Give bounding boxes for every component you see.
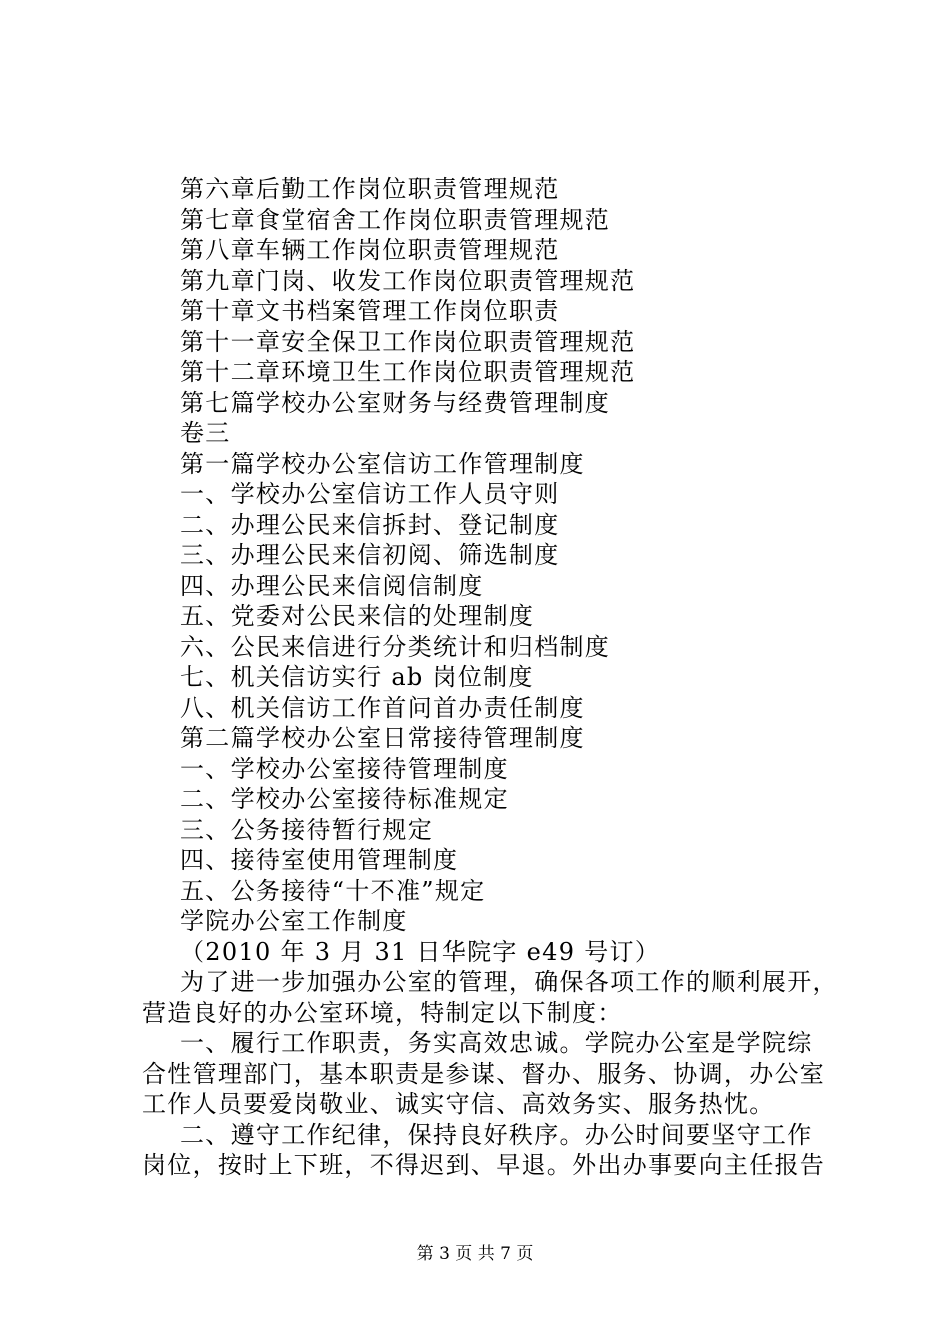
text-line: 第七章食堂宿舍工作岗位职责管理规范: [180, 205, 611, 234]
text-line: 五、公务接待“十不准”规定: [180, 876, 486, 905]
issuance-note: （2010 年 3 月 31 日华院字 e49 号订）: [180, 937, 661, 966]
volume-heading: 卷三: [180, 419, 231, 447]
text-line: 八、机关信访工作首问首办责任制度: [180, 693, 585, 722]
section-title: 学院办公室工作制度: [180, 907, 408, 935]
text-line: 二、学校办公室接待标准规定: [180, 785, 509, 813]
paragraph-line: 工作人员要爱岗敬业、诚实守信、高效务实、服务热忱。: [142, 1090, 775, 1118]
text-line: 三、办理公民来信初阅、筛选制度: [180, 541, 560, 569]
text-line: 七、机关信访实行 ab 岗位制度: [180, 663, 534, 691]
text-line: 第十二章环境卫生工作岗位职责管理规范: [180, 358, 636, 386]
paragraph-line: 合性管理部门，基本职责是参谋、督办、服务、协调，办公室: [142, 1059, 826, 1088]
text-line: 第十一章安全保卫工作岗位职责管理规范: [180, 327, 636, 356]
paragraph-line: 岗位，按时上下班，不得迟到、早退。外出办事要向主任报告: [142, 1151, 826, 1179]
text-line: 第七篇学校办公室财务与经费管理制度: [180, 388, 611, 417]
text-line: 第九章门岗、收发工作岗位职责管理规范: [180, 266, 636, 295]
text-line: 五、党委对公民来信的处理制度: [180, 602, 535, 630]
text-line: 六、公民来信进行分类统计和归档制度: [180, 632, 611, 661]
text-line: 第六章后勤工作岗位职责管理规范: [180, 175, 560, 203]
text-line: 四、办理公民来信阅信制度: [180, 571, 484, 600]
text-line: 二、办理公民来信拆封、登记制度: [180, 510, 560, 539]
text-line: 第二篇学校办公室日常接待管理制度: [180, 724, 585, 752]
text-line: 第一篇学校办公室信访工作管理制度: [180, 449, 585, 478]
text-line: 一、学校办公室接待管理制度: [180, 754, 509, 783]
page-footer: 第 3 页 共 7 页: [416, 1244, 534, 1264]
document-body: [142, 174, 842, 1181]
text-line: 四、接待室使用管理制度: [180, 846, 459, 874]
text-line: 一、学校办公室信访工作人员守则: [180, 480, 560, 508]
paragraph-line: 营造良好的办公室环境，特制定以下制度：: [142, 998, 623, 1027]
paragraph-line: 为了进一步加强办公室的管理，确保各项工作的顺利展开，: [180, 968, 838, 996]
paragraph-line: 二、遵守工作纪律，保持良好秩序。办公时间要坚守工作: [180, 1120, 813, 1149]
paragraph-line: 一、履行工作职责，务实高效忠诚。学院办公室是学院综: [180, 1029, 813, 1057]
text-line: 三、公务接待暂行规定: [180, 815, 433, 844]
text-line: 第十章文书档案管理工作岗位职责: [180, 297, 560, 325]
text-line: 第八章车辆工作岗位职责管理规范: [180, 236, 560, 264]
